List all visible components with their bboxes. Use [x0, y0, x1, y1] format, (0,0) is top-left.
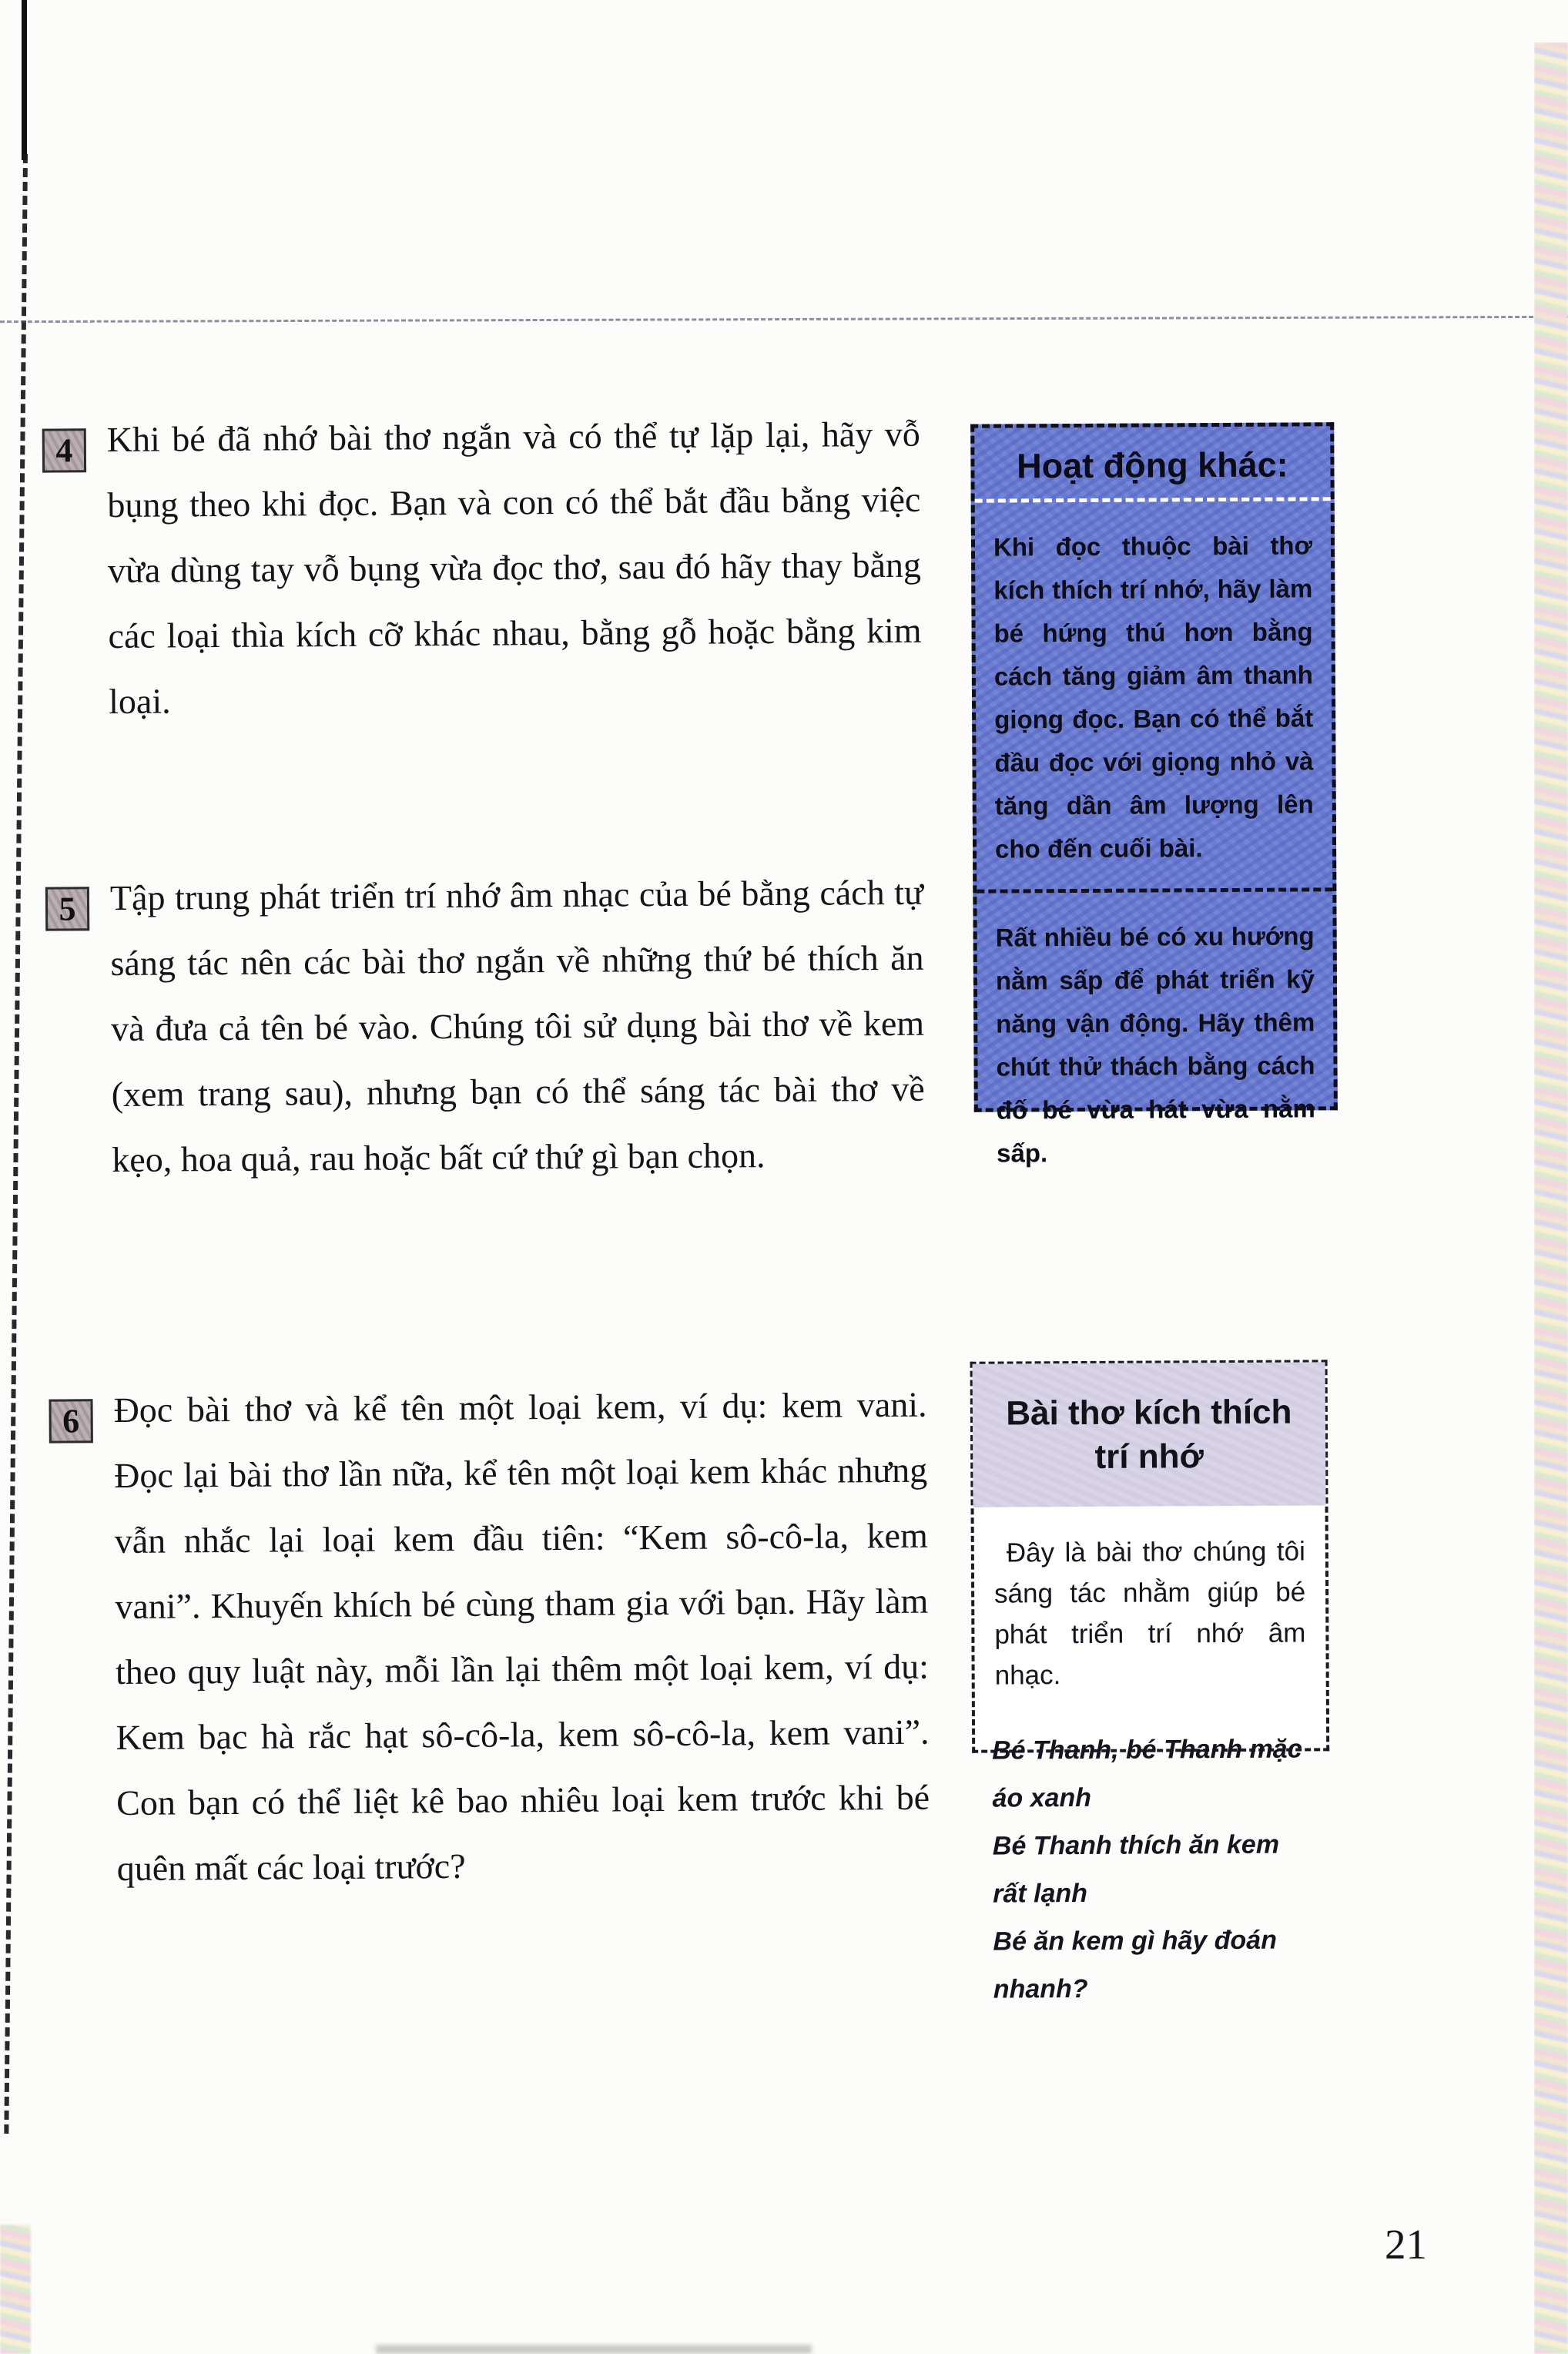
step-number: 6	[62, 1402, 80, 1440]
scan-smudge-bottom	[376, 2345, 812, 2354]
step-text: Đọc bài thơ và kể tên một loại kem, ví dụ: kem vani. Đọc lại bài thơ lần nữa, kể tên một loại kem khác nhưng vẫn nhắc lại loại kem đầu tiên: “Kem sô-cô-la, kem vani”. Khuyến khích bé cùng tham gia với bạn. Hãy làm theo quy luật này, mỗi lần lại thêm một loại kem, ví dụ: Kem bạc hà rắc hạt sô-cô-la, kem sô-cô-la, kem vani”. Con bạn có thể liệt kê bao nhiêu loại kem trước khi bé quên mất các loại trước?	[113, 1384, 930, 1889]
step-text: Khi bé đã nhớ bài thơ ngắn và có thể tự lặp lại, hãy vỗ bụng theo khi đọc. Bạn và con có thể bắt đầu bằng việc vừa dùng tay vỗ bụng vừa đọc thơ, sau đó hãy thay bằng các loại thìa kích cỡ khác nhau, bằng gỗ hoặc bằng kim loại.	[106, 414, 922, 722]
poem-line-3: Bé ăn kem gì hãy đoán nhanh?	[993, 1925, 1278, 2004]
scan-noise-bottom-left-edge	[0, 2225, 31, 2354]
poem-intro: Đây là bài thơ chúng tôi sáng tác nhằm giúp bé phát triển trí nhớ âm nhạc.	[994, 1536, 1306, 1691]
poem-line-1: Bé Thanh, bé Thanh mặc áo xanh	[992, 1734, 1302, 1813]
activity-box-title: Hoạt động khác:	[974, 426, 1331, 502]
poem-lines	[975, 1694, 1328, 2013]
poem-line-2: Bé Thanh thích ăn kem rất lạnh	[992, 1829, 1280, 1909]
step-number: 4	[55, 431, 73, 470]
page-number: 21	[1385, 2221, 1427, 2268]
activity-paragraph-1: Khi đọc thuộc bài thơ kích thích trí nhớ, hãy làm bé hứng thú hơn bằng cách tăng giảm âm thanh giọng đọc. Bạn có thể bắt đầu đọc với giọng nhỏ và tăng dần âm lượng lên cho đến cuối bài.	[993, 531, 1314, 863]
step-number: 5	[59, 890, 76, 928]
poem-box	[970, 1360, 1330, 2004]
step-text: Tập trung phát triển trí nhớ âm nhạc của bé bằng cách tự sáng tác nên các bài thơ ngắn về những thứ bé thích ăn và đưa cả tên bé vào. Chúng tôi sử dụng bài thơ về kem (xem trang sau), nhưng bạn có thể sáng tác bài thơ về kẹo, hoa quả, rau hoặc bất cứ thứ gì bạn chọn.	[109, 872, 925, 1180]
poem-box-header	[973, 1362, 1326, 1507]
activity-box	[970, 422, 1338, 1168]
activity-paragraph-2: Rất nhiều bé có xu hướng nằm sấp để phát triển kỹ năng vận động. Hãy thêm chút thử thách bằng cách đố bé vừa hát vừa nằm sấp.	[995, 921, 1315, 1168]
scan-noise-right-edge	[1534, 42, 1568, 2354]
poem-box-title: Bài thơ kích thích trí nhớ	[1006, 1393, 1292, 1476]
